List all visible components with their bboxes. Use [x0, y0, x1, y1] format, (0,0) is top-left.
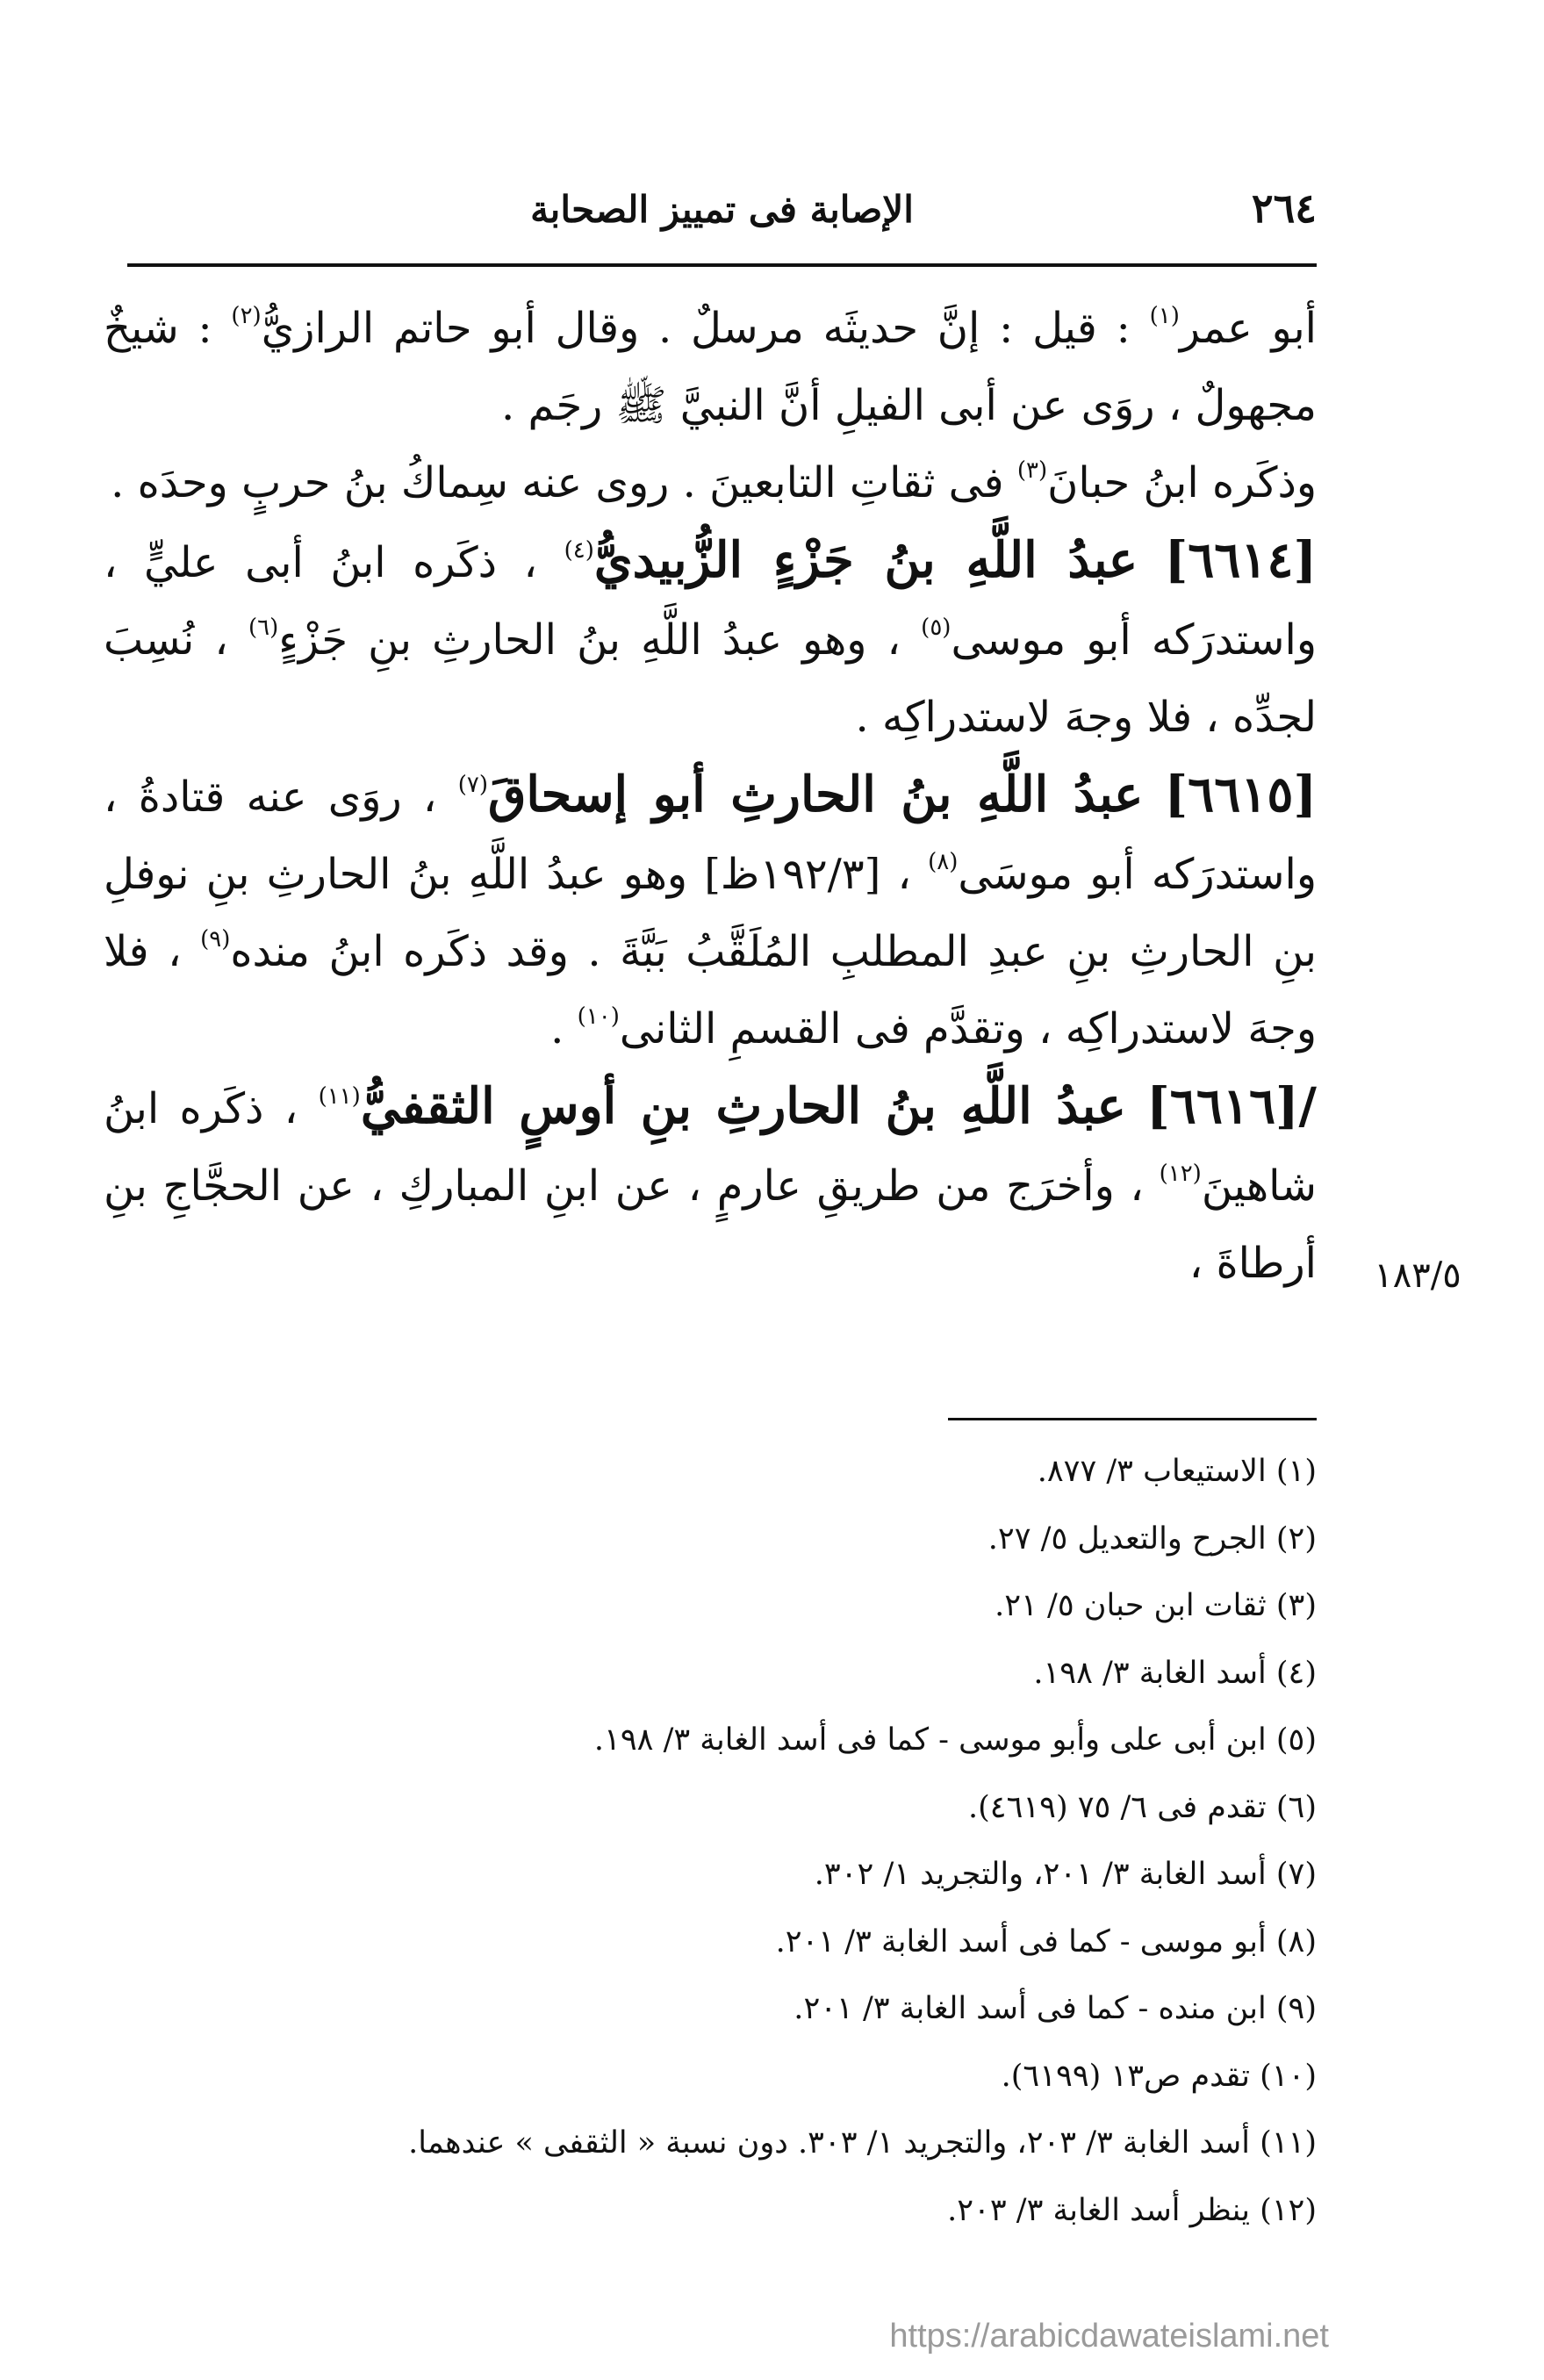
text-segment: ، روَى عنه قتادةُ ، واستدرَكه أبو موسَى [104, 773, 1317, 899]
text-segment: ، وهو عبدُ اللَّهِ بنُ الحارثِ بنِ جَزْءٍ [278, 615, 901, 665]
footnote-marker: (٨) [928, 849, 959, 875]
text-segment: ، ذكَره ابنُ شاهينَ [104, 1084, 1318, 1211]
running-title: الإصابة فى تمييز الصحابة [530, 188, 914, 231]
footnote: (٩) ابن منده - كما فى أسد الغابة ٣/ ٢٠١. [794, 1991, 1317, 2026]
footnote: (٧) أسد الغابة ٣/ ٢٠١، والتجريد ١/ ٣٠٢. [814, 1857, 1317, 1892]
footnote-marker: (١١) [318, 1083, 361, 1110]
entry-number: /[٦٦١٦] [1146, 1077, 1317, 1135]
footnote-marker: (٤) [564, 537, 594, 564]
entry-number: [٦٦١٤] [1164, 531, 1317, 589]
entry-name: عبدُ اللَّهِ بنُ الحارثِ بنِ أوسٍ الثقفيُّ [360, 1077, 1126, 1135]
text-segment: ، فلا وجهَ لاستدراكِه ، وتقدَّم فى القسمِ الثانى [104, 927, 1317, 1053]
footnote: (١١) أسد الغابة ٣/ ٢٠٣، والتجريد ١/ ٣٠٣. دون نسبة « الثقفى » عندهما. [408, 2125, 1317, 2161]
footnote-marker: (٢) [231, 303, 262, 329]
footnote-marker: (١) [1149, 303, 1180, 329]
footnotes [127, 1438, 1317, 2244]
text-segment: فى ثقاتِ التابعينَ . روى عنه سِماكُ بنُ حربٍ وحدَه . [111, 458, 1004, 507]
header-rule [127, 263, 1317, 267]
footnote: (٢) الجرح والتعديل ٥/ ٢٧. [987, 1521, 1317, 1557]
entry-6616 [104, 1068, 1317, 1302]
footnote: (٣) ثقات ابن حبان ٥/ ٢١. [995, 1588, 1317, 1623]
footnote-marker: (٦) [248, 615, 279, 641]
text-segment: : قيل : إنَّ حديثَه مرسلٌ . وقال أبو حاتم الرازيُّ [261, 304, 1131, 353]
text-segment: أبو عمر [1179, 304, 1318, 353]
margin-volume-page-ref: ١٨٣/٥ [1374, 1255, 1461, 1296]
footnote: (٦) تقدم فى ٦/ ٧٥ (٤٦١٩). [967, 1789, 1317, 1825]
footnote-marker: (٩) [200, 926, 231, 953]
text-segment: ، [١٩٢/٣ظ] وهو عبدُ اللَّهِ بنُ الحارثِ بنِ نوفلِ بنِ الحارثِ بنِ عبدِ المطلبِ المُلَقَّبُ بَبَّةَ . وقد ذكَره ابنُ منده [104, 850, 1317, 976]
watermark-url: https://arabicdawateislami.net [889, 2318, 1329, 2355]
main-text [104, 290, 1317, 1302]
footnote: (١٢) ينظر أسد الغابة ٣/ ٢٠٣. [947, 2192, 1317, 2228]
text-segment: . [550, 1004, 564, 1053]
footnote-marker: (٣) [1016, 457, 1048, 484]
footnote-rule [948, 1418, 1317, 1420]
entry-6614 [104, 521, 1317, 756]
footnote-marker: (٧) [457, 772, 488, 798]
text-segment: وذكَره ابنُ حبانَ [1047, 458, 1317, 507]
footnote: (٥) ابن أبى على وأبو موسى - كما فى أسد الغابة ٣/ ١٩٨. [593, 1722, 1317, 1758]
text-segment: : شيخٌ مجهولٌ ، روَى عن أبى الفيلِ أنَّ النبيَّ ﷺ رجَم . [104, 304, 1317, 430]
footnote-marker: (٥) [921, 615, 952, 641]
paragraph-1 [104, 290, 1317, 444]
text-segment: ، وأخرَج من طريقِ عارمٍ ، عن ابنِ المباركِ ، عن الحجَّاجِ بنِ أرطاةَ ، [104, 1161, 1317, 1288]
paragraph-2 [104, 444, 1317, 521]
page-number: ٢٦٤ [1251, 184, 1317, 232]
entry-number: [٦٦١٥] [1164, 766, 1317, 823]
text-segment: ، نُسِبَ لجدِّه ، فلا وجهَ لاستدراكِه . [104, 615, 1317, 742]
footnote: (٤) أسد الغابة ٣/ ١٩٨. [1033, 1655, 1317, 1691]
entry-6615 [104, 756, 1317, 1068]
page-header [127, 184, 1317, 237]
text-segment: ، ذكَره ابنُ أبى عليٍّ ، واستدرَكه أبو موسى [104, 538, 1318, 665]
footnote-marker: (١٠) [577, 1003, 620, 1030]
entry-name: عبدُ اللَّهِ بنُ الحارثِ أبو إسحاقَ [487, 766, 1144, 823]
footnote: (٨) أبو موسى - كما فى أسد الغابة ٣/ ٢٠١. [775, 1923, 1317, 1959]
footnote: (١) الاستيعاب ٣/ ٨٧٧. [1037, 1454, 1317, 1489]
footnote-marker: (١٢) [1159, 1161, 1202, 1187]
entry-name: عبدُ اللَّهِ بنُ جَزْءٍ الزُّبيديُّ [593, 531, 1138, 589]
footnote: (١٠) تقدم ص١٣ (٦١٩٩). [1001, 2058, 1317, 2094]
